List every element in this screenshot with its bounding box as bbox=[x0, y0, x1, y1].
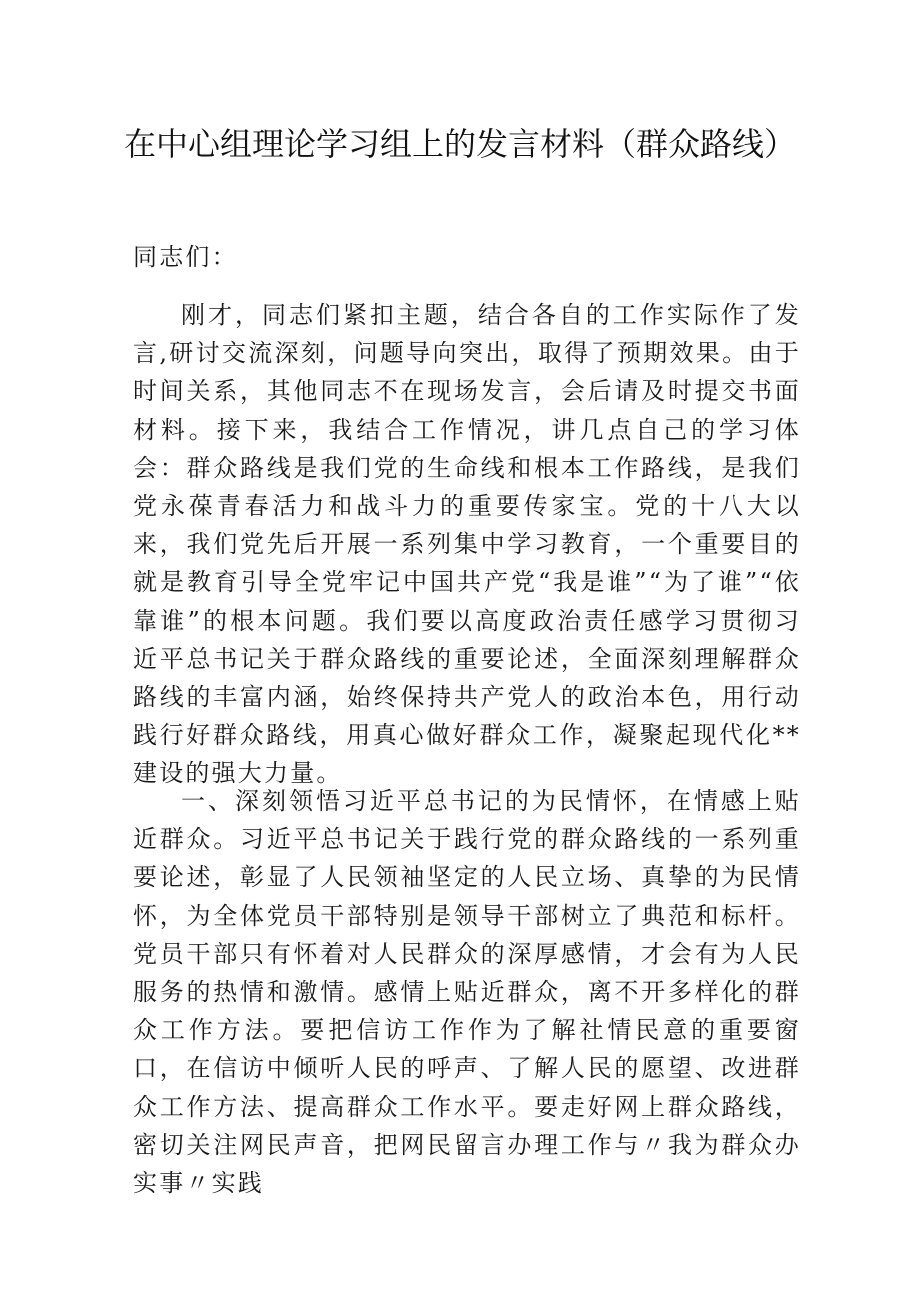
salutation: 同志们： bbox=[133, 243, 238, 271]
paragraph-section-one: 一、深刻领悟习近平总书记的为民情怀，在情感上贴近群众。习近平总书记关于践行党的群众路线的一系列重要论述，彰显了人民领袖坚定的人民立场、真挚的为民情怀，为全体党员干部特别是领导干部树立了典范和标杆。党员干部只有怀着对人民群众的深厚感情，才会有为人民服务的热情和激情。感情上贴近群众，离不开多样化的群众工作方法。要把信访工作作为了解社情民意的重要窗口，在信访中倾听人民的呼声、了解人民的愿望、改进群众工作方法、提高群众工作水平。要走好网上群众路线，密切关注网民声音，把网民留言办理工作与〃我为群众办实事〃实践 bbox=[133, 787, 801, 1198]
document-title: 在中心组理论学习组上的发言材料（群众路线） bbox=[123, 125, 796, 163]
paragraph-intro: 刚才，同志们紧扣主题，结合各自的工作实际作了发言,研讨交流深刻，问题导向突出，取得了预期效果。由于时间关系，其他同志不在现场发言，会后请及时提交书面材料。接下来，我结合工作情况，讲几点自己的学习体会：群众路线是我们党的生命线和根本工作路线，是我们党永葆青春活力和战斗力的重要传家宝。党的十八大以来，我们党先后开展一系列集中学习教育，一个重要目的就是教育引导全党牢记中国共产党“我是谁”“为了谁”“依靠谁”的根本问题。我们要以高度政治责任感学习贯彻习近平总书记关于群众路线的重要论述，全面深刻理解群众路线的丰富内涵，始终保持共产党人的政治本色，用行动践行好群众路线，用真心做好群众工作，凝聚起现代化**建设的强大力量。 bbox=[133, 301, 801, 788]
